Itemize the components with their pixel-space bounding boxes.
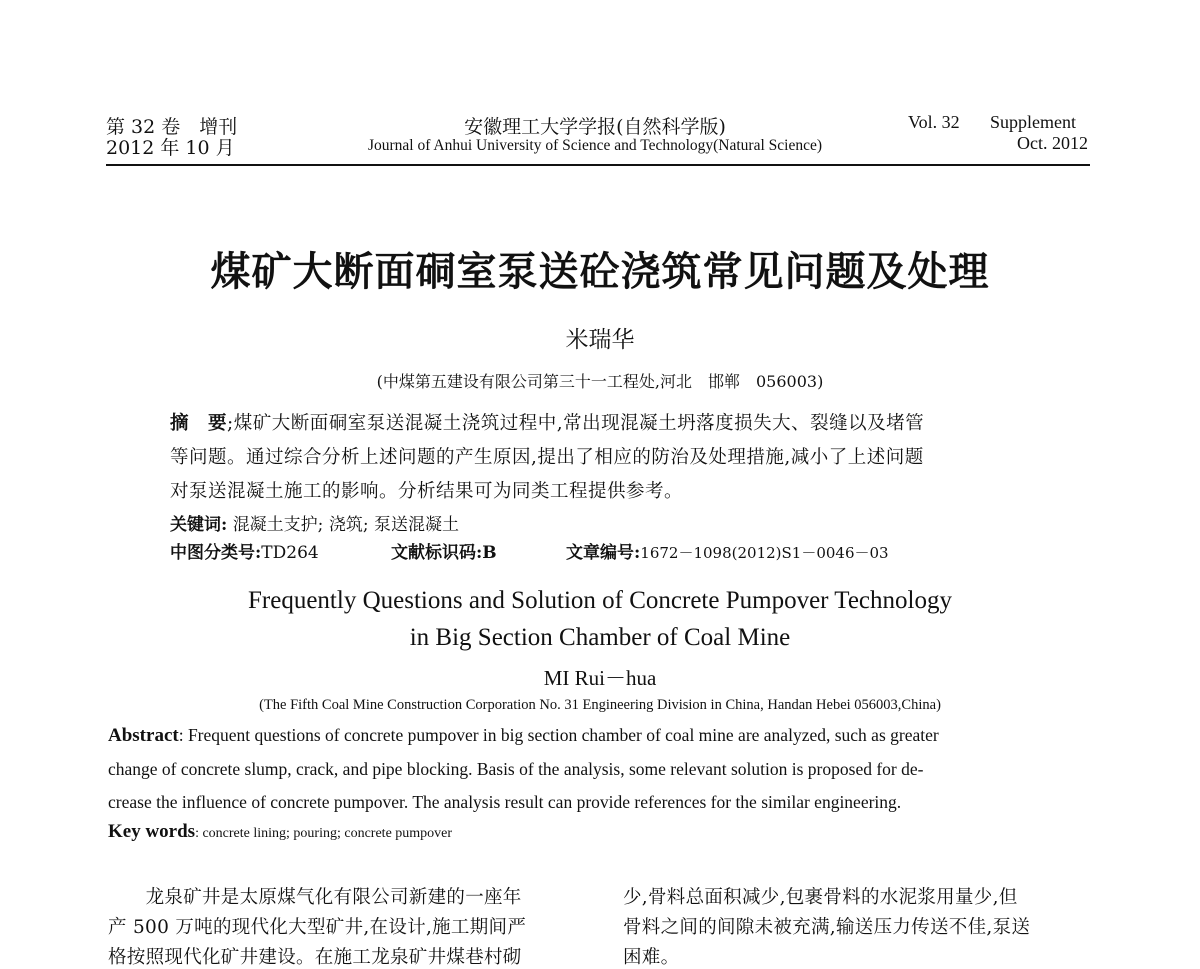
clc-label: 中图分类号: bbox=[170, 543, 262, 563]
body-right-line-3: 困难。 bbox=[623, 947, 680, 968]
keywords-value-cn: 混凝土支护; 浇筑; 泵送混凝土 bbox=[232, 515, 459, 535]
clc-value: TD264 bbox=[261, 543, 319, 563]
issue-date: 2012 年 10 月 bbox=[106, 137, 235, 159]
article-number bbox=[566, 538, 889, 563]
abstract-en-line-1: Abstract: Frequent questions of concrete pumpover in big section chamber of coal mine are analyzed, such as greater bbox=[108, 725, 939, 746]
journal-title-en: Journal of Anhui University of Science and Technology(Natural Science) bbox=[367, 137, 823, 154]
article-title-en-line-2: in Big Section Chamber of Coal Mine bbox=[409, 624, 791, 651]
keywords-label-en: Key words bbox=[108, 821, 196, 842]
abstract-cn-line-3: 对泵送混凝土施工的影响。分析结果可为同类工程提供参考。 bbox=[170, 481, 684, 502]
body-right-line-1: 少,骨料总面积减少,包裹骨料的水泥浆用量少,但 bbox=[623, 887, 1018, 908]
keywords-value-en: : concrete lining; pouring; concrete pumpover bbox=[195, 826, 453, 841]
keywords-cn bbox=[170, 510, 459, 535]
abstract-label-en: Abstract bbox=[108, 725, 179, 746]
classification-line bbox=[170, 538, 319, 563]
article-title-en-line-1: Frequently Questions and Solution of Concrete Pumpover Technology bbox=[248, 587, 952, 614]
affiliation-en: (The Fifth Coal Mine Construction Corporation No. 31 Engineering Division in China, Handan Hebei 056003,China) bbox=[259, 697, 941, 713]
article-title-cn: 煤矿大断面硐室泵送砼浇筑常见问题及处理 bbox=[210, 248, 990, 295]
abstract-en-line-2: change of concrete slump, crack, and pipe blocking. Basis of the analysis, some relevant solution is proposed for de- bbox=[108, 759, 924, 779]
article-no-value: 1672－1098(2012)S1－0046－03 bbox=[640, 544, 889, 562]
abstract-cn-line-2: 等问题。通过综合分析上述问题的产生原因,提出了相应的防治及处理措施,减小了上述问题 bbox=[170, 447, 924, 468]
volume-en: Vol. 32 bbox=[908, 112, 960, 132]
body-left-line-2: 产 500 万吨的现代化大型矿井,在设计,施工期间严 bbox=[108, 917, 527, 938]
header-rule bbox=[106, 164, 1090, 166]
date-en: Oct. 2012 bbox=[1017, 133, 1088, 153]
body-right-line-2: 骨料之间的间隙未被充满,输送压力传送不佳,泵送 bbox=[623, 917, 1031, 938]
keywords-en bbox=[108, 821, 1092, 843]
doc-code bbox=[391, 538, 497, 563]
affiliation-cn: (中煤第五建设有限公司第三十一工程处,河北 邯郸 056003) bbox=[376, 372, 824, 391]
body-left-line-1: 龙泉矿井是太原煤气化有限公司新建的一座年 bbox=[108, 887, 522, 908]
doc-code-label: 文献标识码: bbox=[391, 543, 483, 563]
keywords-label-cn: 关键词: bbox=[170, 515, 228, 535]
supplement-label: Supplement bbox=[990, 112, 1076, 132]
volume-issue: 第 32 卷 增刊 bbox=[106, 116, 238, 138]
article-no-label: 文章编号: bbox=[566, 543, 641, 563]
author-en: MI Rui－hua bbox=[543, 666, 657, 690]
body-left-line-3: 格按照现代化矿井建设。在施工龙泉矿井煤巷村砌 bbox=[108, 947, 522, 968]
journal-title-cn: 安徽理工大学学报(自然科学版) bbox=[464, 116, 726, 138]
abstract-label-cn: 摘 要 bbox=[170, 413, 228, 434]
author-cn: 米瑞华 bbox=[565, 327, 635, 353]
doc-code-value: B bbox=[482, 543, 497, 563]
abstract-cn-line-1: 摘 要;煤矿大断面硐室泵送混凝土浇筑过程中,常出现混凝土坍落度损失大、裂缝以及堵管 bbox=[170, 413, 925, 434]
abstract-en-line-3: crease the influence of concrete pumpover. The analysis result can provide references for the similar engineering. bbox=[108, 792, 902, 812]
